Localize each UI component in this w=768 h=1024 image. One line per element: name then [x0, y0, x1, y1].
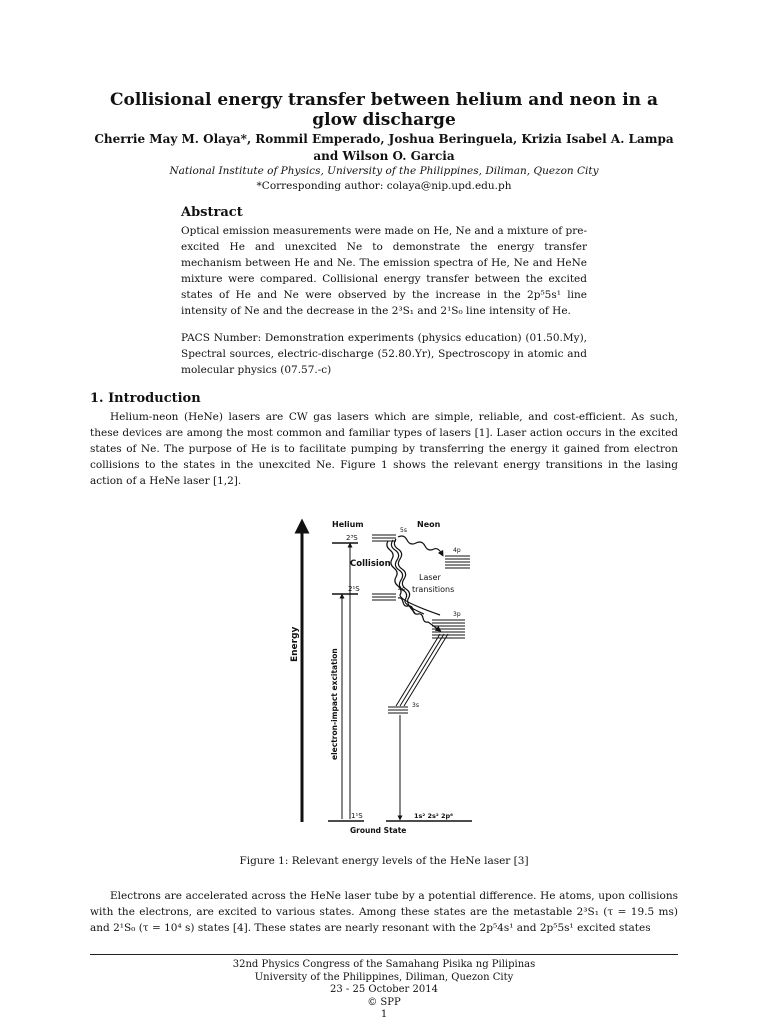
author-list: Cherrie May M. Olaya*, Rommil Emperado, Joshua Beringuela, Krizia Isabel A. Lampa and Wilson O. Garcia: [94, 132, 674, 163]
he-level-2-1s-label: 2¹S: [348, 585, 360, 593]
figure-caption: Figure 1: Relevant energy levels of the HeNe laser [3]: [239, 855, 529, 867]
laser-label-line2: transitions: [412, 585, 455, 594]
ne-level-4s-label: 4s: [398, 586, 405, 593]
abstract-heading: Abstract: [181, 205, 243, 220]
ne-level-5s-label: 5s: [400, 527, 407, 534]
helium-label: Helium: [332, 520, 364, 529]
abstract-body: Optical emission measurements were made on He, Ne and a mixture of pre-excited He and unexcited Ne to demonstrate the energy transfer mechanism between He and Ne. The emission spectra of He, Ne and HeNe mixture were compared. Collisional energy transfer between the excited states of He and Ne were observed by the increase in the 2p⁵5s¹ line intensity of Ne and the decrease in the 2³S₁ and 2¹S₀ line intensity of He.: [181, 225, 587, 317]
introduction-paragraph: Helium-neon (HeNe) lasers are CW gas lasers which are simple, reliable, and cost-efficient. As such, these devices are among the most common and familiar types of lasers [1]. Laser action occurs in the excited states of Ne. The purpose of He is to facilitate pumping by transferring the energy it gained from electron collisions to the states in the unexcited Ne. Figure 1 shows the relevant energy transitions in the lasing action of a HeNe laser [1,2].: [90, 411, 678, 487]
footer-rule: [90, 954, 678, 955]
paper-title: Collisional energy transfer between helium and neon in a glow discharge: [110, 90, 658, 130]
he-level-2-3s-label: 2³S: [346, 534, 358, 542]
corresponding-author: *Corresponding author: colaya@nip.upd.edu.ph: [256, 180, 512, 192]
body-paragraph-2: Electrons are accelerated across the HeNe laser tube by a potential difference. He atoms, upon collisions with the electrons, are excited to various states. Among these states are the metastable 2³S₁ (τ = 19.5 ms) and 2¹S₀ (τ = 10⁴ s) states [4]. These states are nearly resonant with the 2p⁵4s¹ and 2p⁵5s¹ excited states: [90, 890, 678, 934]
laser-transition-lines: [387, 536, 442, 630]
he-level-1-1s-label: 1¹S: [351, 812, 363, 820]
footer-dates: 23 - 25 October 2014: [330, 984, 438, 995]
affiliation: National Institute of Physics, University of the Philippines, Diliman, Quezon City: [169, 165, 599, 177]
ground-state-label: Ground State: [350, 826, 407, 835]
energy-level-diagram: [280, 510, 500, 838]
ne-level-4p: [445, 556, 470, 568]
ne-level-4s: [372, 594, 396, 600]
ne-level-4p-label: 4p: [453, 547, 461, 554]
footer-conference: 32nd Physics Congress of the Samahang Pisika ng Pilipinas: [232, 959, 536, 970]
ne-level-3p-label: 3p: [453, 611, 461, 618]
footer-venue: University of the Philippines, Diliman, Quezon City: [254, 971, 514, 983]
footer-copyright: © SPP: [367, 996, 401, 1008]
ne-ground-label: 1s² 2s² 2p⁶: [414, 812, 454, 820]
page-number: 1: [380, 1009, 388, 1020]
page-footer: [90, 959, 678, 1022]
collision-label: Collision: [350, 559, 391, 569]
ne-level-3s-label: 3s: [412, 702, 419, 709]
pacs-numbers: PACS Number: Demonstration experiments (physics education) (01.50.My), Spectral sources, electric-discharge (52.80.Yr), Spectroscopy in atomic and molecular physics (07.57.-c): [181, 332, 587, 376]
ne-level-3s: [388, 707, 408, 713]
energy-axis-label: Energy: [290, 626, 300, 662]
ne-3p-to-3s-transition: [396, 634, 448, 706]
section-heading-introduction: 1. Introduction: [90, 391, 201, 406]
excitation-label: electron-impact excitation: [330, 648, 339, 760]
neon-label: Neon: [417, 520, 441, 529]
laser-label-line1: Laser: [419, 573, 441, 582]
